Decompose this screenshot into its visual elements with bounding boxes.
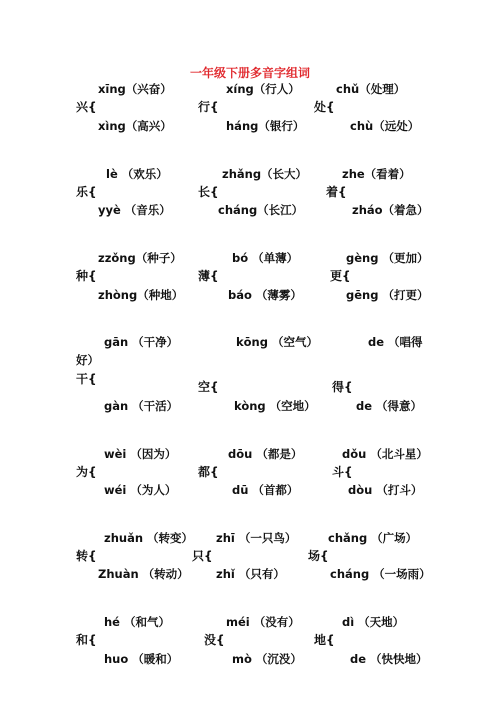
entry-top: dì （天地） — [342, 615, 405, 629]
polyphone-char: 种{ — [76, 269, 97, 283]
entry-bottom: mò （沉没） — [232, 652, 302, 666]
polyphone-char: 为{ — [76, 465, 97, 479]
polyphone-char: 地{ — [314, 633, 335, 647]
entry-bottom: gēng （打更） — [346, 288, 429, 302]
entry-bottom: háng（银行） — [226, 119, 305, 133]
entry-bottom: de （得意） — [356, 399, 423, 413]
polyphone-char: 和{ — [76, 633, 97, 647]
entry-bottom: de （快快地） — [350, 652, 428, 666]
polyphone-char: 兴{ — [76, 100, 97, 114]
entry-top: gèng （更加） — [346, 251, 429, 265]
entry-bottom: huo （暖和） — [104, 652, 179, 666]
polyphone-char: 着{ — [326, 185, 347, 199]
entry-bottom: Zhuàn （转动） — [98, 567, 189, 581]
entry-bottom: gàn （干活） — [104, 399, 179, 413]
entry-top: chǎng （广场） — [328, 531, 418, 545]
entry-top: bó （单薄） — [232, 251, 299, 265]
entry-top: de （唱得 — [368, 335, 423, 349]
entry-top-wrap: 好） — [76, 353, 99, 367]
polyphone-char: 干{ — [76, 372, 97, 386]
entry-bottom: zhòng（种地） — [98, 288, 184, 302]
entry-bottom: kòng （空地） — [234, 399, 316, 413]
polyphone-char: 薄{ — [198, 269, 219, 283]
polyphone-char: 行{ — [198, 100, 219, 114]
entry-top: chǔ（处理） — [336, 82, 406, 96]
entry-top: dōu （都是） — [228, 447, 303, 461]
polyphone-char: 更{ — [330, 269, 351, 283]
entry-top: wèi （因为） — [104, 447, 177, 461]
entry-bottom: dòu （打斗） — [348, 483, 423, 497]
entry-top: dǒu （北斗星） — [342, 447, 428, 461]
polyphone-char: 都{ — [198, 465, 219, 479]
polyphone-char: 乐{ — [76, 185, 97, 199]
entry-bottom: cháng（长江） — [218, 203, 304, 217]
entry-bottom: cháng （一场雨） — [330, 567, 431, 581]
polyphone-char: 空{ — [198, 380, 219, 394]
polyphone-char: 处{ — [314, 100, 335, 114]
polyphone-char: 得{ — [332, 380, 353, 394]
polyphone-char: 没{ — [204, 633, 225, 647]
entry-top: gān （干净） — [104, 335, 179, 349]
polyphone-char: 转{ — [76, 549, 97, 563]
entry-top: zhī （一只鸟） — [216, 531, 297, 545]
entry-top: kōng （空气） — [236, 335, 318, 349]
polyphone-char: 只{ — [192, 549, 213, 563]
polyphone-char: 斗{ — [332, 465, 353, 479]
entry-bottom: zhǐ （只有） — [216, 567, 285, 581]
entry-top: zhe（看着） — [342, 167, 411, 181]
entry-top: xīng（兴奋） — [98, 82, 172, 96]
entry-bottom: báo （薄雾） — [228, 288, 302, 302]
polyphone-char: 长{ — [198, 185, 219, 199]
entry-bottom: dū （首都） — [232, 483, 299, 497]
entry-top: zzǒng（种子） — [98, 251, 182, 265]
polyphone-char: 场{ — [308, 549, 329, 563]
entry-top: lè （欢乐） — [106, 167, 168, 181]
entry-top: hé （和气） — [104, 615, 170, 629]
page-title: 一年级下册多音字组词 — [189, 66, 310, 80]
entry-bottom: chù（远处） — [350, 119, 420, 133]
entry-top: zhǎng（长大） — [222, 167, 308, 181]
entry-top: méi （没有） — [226, 615, 300, 629]
entry-top: xíng（行人） — [226, 82, 300, 96]
entry-bottom: zháo（着急） — [352, 203, 429, 217]
entry-bottom: xìng（高兴） — [98, 119, 172, 133]
entry-bottom: yyè （音乐） — [98, 203, 171, 217]
entry-bottom: wéi （为人） — [104, 483, 177, 497]
entry-top: zhuǎn （转变） — [104, 531, 194, 545]
